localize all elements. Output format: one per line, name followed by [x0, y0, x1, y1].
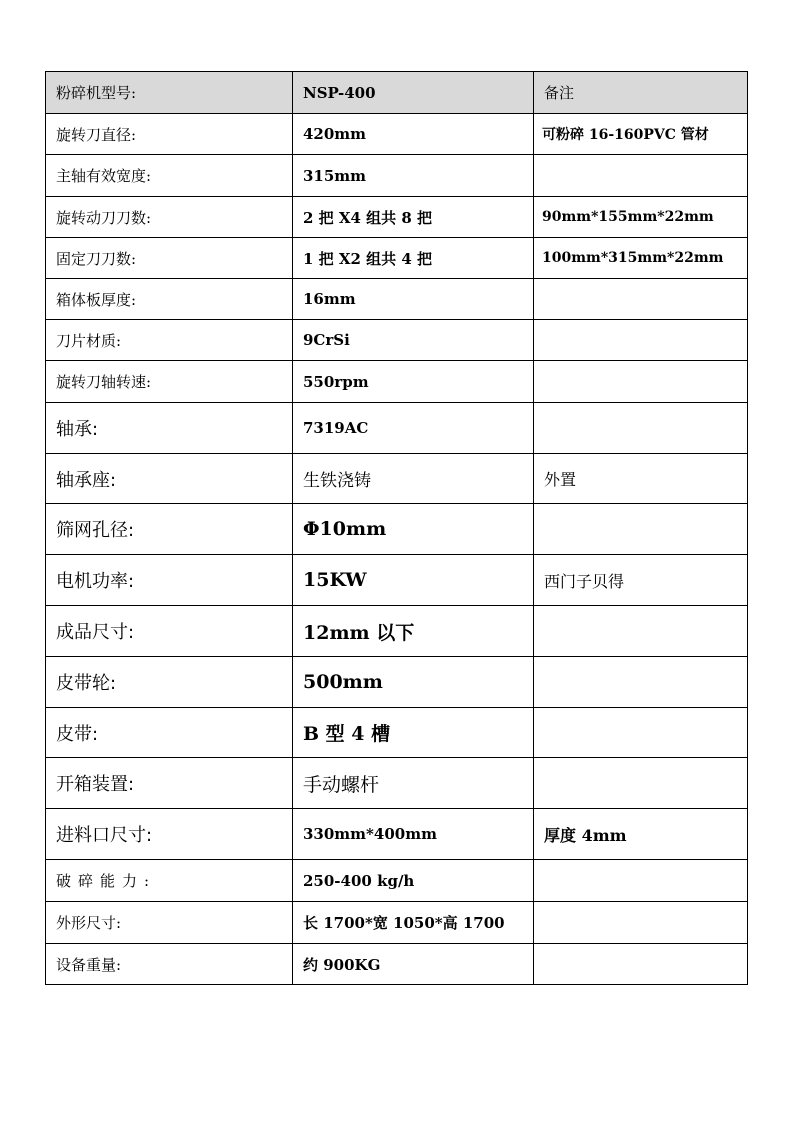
param-cell: 开箱装置: [46, 758, 293, 809]
value-cell: 1 把 X2 组共 4 把 [293, 238, 534, 279]
note-cell [534, 708, 748, 758]
table-header-row [46, 72, 748, 114]
table-row [46, 320, 748, 361]
table-row [46, 708, 748, 758]
value-cell: 15KW [293, 555, 534, 606]
note-cell: 90mm*155mm*22mm [534, 197, 748, 238]
note-cell [534, 279, 748, 320]
note-cell: 厚度 4mm [534, 809, 748, 860]
table-row [46, 403, 748, 454]
param-cell: 设备重量: [46, 944, 293, 985]
param-cell: 轴承: [46, 403, 293, 454]
value-cell: 250-400 kg/h [293, 860, 534, 902]
table-row [46, 361, 748, 403]
note-cell [534, 944, 748, 985]
value-cell: 9CrSi [293, 320, 534, 361]
param-cell: 旋转动刀刀数: [46, 197, 293, 238]
table-row [46, 555, 748, 606]
value-cell: 约 900KG [293, 944, 534, 985]
header-param-cell: 粉碎机型号: [46, 72, 293, 114]
table-row [46, 279, 748, 320]
note-cell [534, 902, 748, 944]
param-cell: 刀片材质: [46, 320, 293, 361]
param-cell: 皮带轮: [46, 657, 293, 708]
header-value-cell: NSP-400 [293, 72, 534, 114]
table-row [46, 944, 748, 985]
value-cell: 7319AC [293, 403, 534, 454]
value-cell: B 型 4 槽 [293, 708, 534, 758]
table-row [46, 504, 748, 555]
param-cell: 成品尺寸: [46, 606, 293, 657]
value-cell: 2 把 X4 组共 8 把 [293, 197, 534, 238]
value-cell: 手动螺杆 [293, 758, 534, 809]
spec-table [45, 71, 748, 985]
table-row [46, 758, 748, 809]
table-row [46, 902, 748, 944]
note-cell [534, 606, 748, 657]
value-cell: 生铁浇铸 [293, 454, 534, 504]
note-cell [534, 320, 748, 361]
value-cell: 550rpm [293, 361, 534, 403]
note-cell [534, 403, 748, 454]
param-cell: 旋转刀直径: [46, 114, 293, 155]
value-cell: 12mm 以下 [293, 606, 534, 657]
note-cell [534, 860, 748, 902]
note-cell: 可粉碎 16-160PVC 管材 [534, 114, 748, 155]
table-row [46, 197, 748, 238]
value-cell: 420mm [293, 114, 534, 155]
table-row [46, 606, 748, 657]
param-cell: 进料口尺寸: [46, 809, 293, 860]
note-cell: 100mm*315mm*22mm [534, 238, 748, 279]
table-row [46, 114, 748, 155]
note-cell: 外置 [534, 454, 748, 504]
value-cell: 330mm*400mm [293, 809, 534, 860]
value-cell: 16mm [293, 279, 534, 320]
table-row [46, 155, 748, 197]
param-cell: 破碎能力: [46, 860, 293, 902]
value-cell: 长 1700*宽 1050*高 1700 [293, 902, 534, 944]
param-cell: 固定刀刀数: [46, 238, 293, 279]
note-cell [534, 504, 748, 555]
param-cell: 旋转刀轴转速: [46, 361, 293, 403]
param-cell: 外形尺寸: [46, 902, 293, 944]
note-cell [534, 657, 748, 708]
param-cell: 电机功率: [46, 555, 293, 606]
note-cell [534, 758, 748, 809]
value-cell: 315mm [293, 155, 534, 197]
value-cell: 500mm [293, 657, 534, 708]
param-cell: 轴承座: [46, 454, 293, 504]
table-row [46, 238, 748, 279]
note-cell [534, 155, 748, 197]
note-cell: 西门子贝得 [534, 555, 748, 606]
table-row [46, 860, 748, 902]
table-row [46, 454, 748, 504]
value-cell: Φ10mm [293, 504, 534, 555]
param-cell: 箱体板厚度: [46, 279, 293, 320]
table-row [46, 657, 748, 708]
table-row [46, 809, 748, 860]
param-cell: 皮带: [46, 708, 293, 758]
header-note-cell: 备注 [534, 72, 748, 114]
param-cell: 筛网孔径: [46, 504, 293, 555]
note-cell [534, 361, 748, 403]
param-cell: 主轴有效宽度: [46, 155, 293, 197]
